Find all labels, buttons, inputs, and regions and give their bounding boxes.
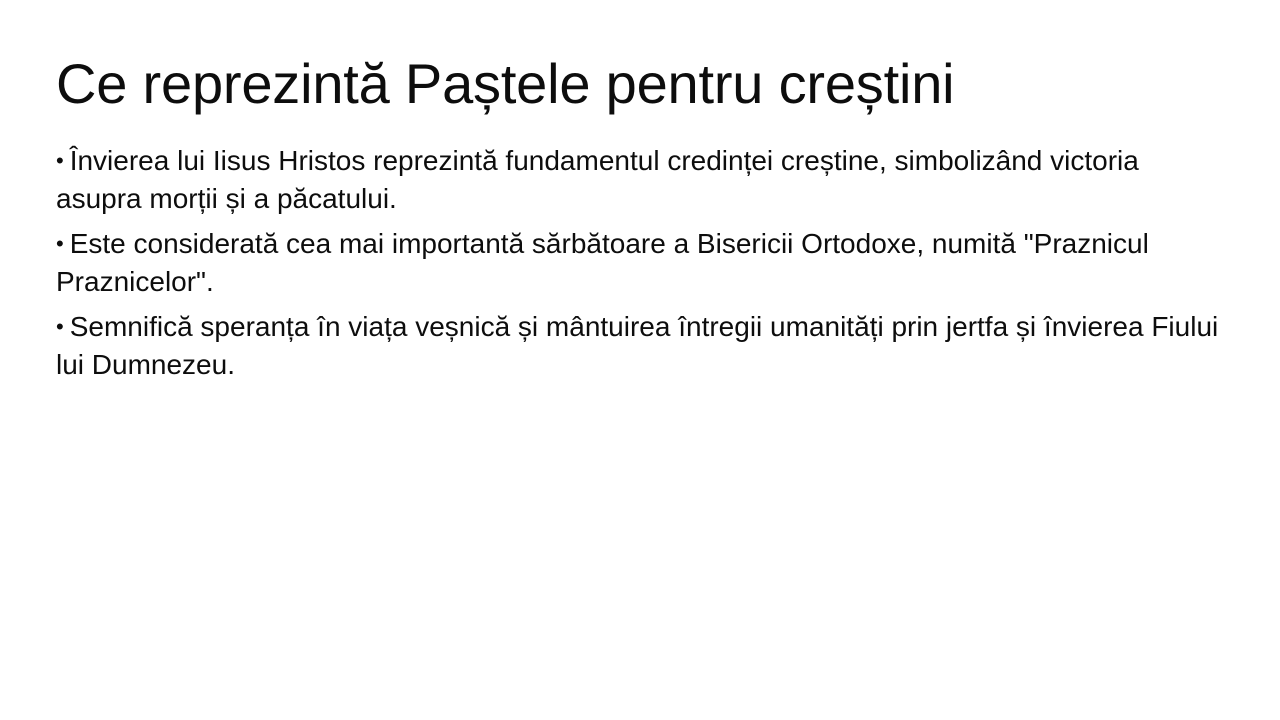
bullet-marker-icon: • (56, 231, 64, 257)
bullet-marker-icon: • (56, 314, 64, 340)
bullet-marker-icon: • (56, 148, 64, 173)
list-item (56, 142, 1228, 218)
list-item-text: Semnifică speranța în viața veșnică și mântuirea întregii umanități prin jertfa și învierea Fiului lui Dumnezeu. (56, 311, 1219, 381)
list-item-text: Este considerată cea mai importantă sărbătoare a Bisericii Ortodoxe, numită "Praznicul Praznicelor". (56, 228, 1149, 298)
list-item-text: Învierea lui Iisus Hristos reprezintă fundamentul credinței creștine, simbolizând victoria asupra morții și a păcatului. (56, 145, 1139, 215)
list-item (56, 308, 1228, 384)
bullet-list (56, 142, 1228, 391)
list-item (56, 225, 1228, 301)
page-title: Ce reprezintă Paștele pentru creștini (56, 52, 955, 115)
